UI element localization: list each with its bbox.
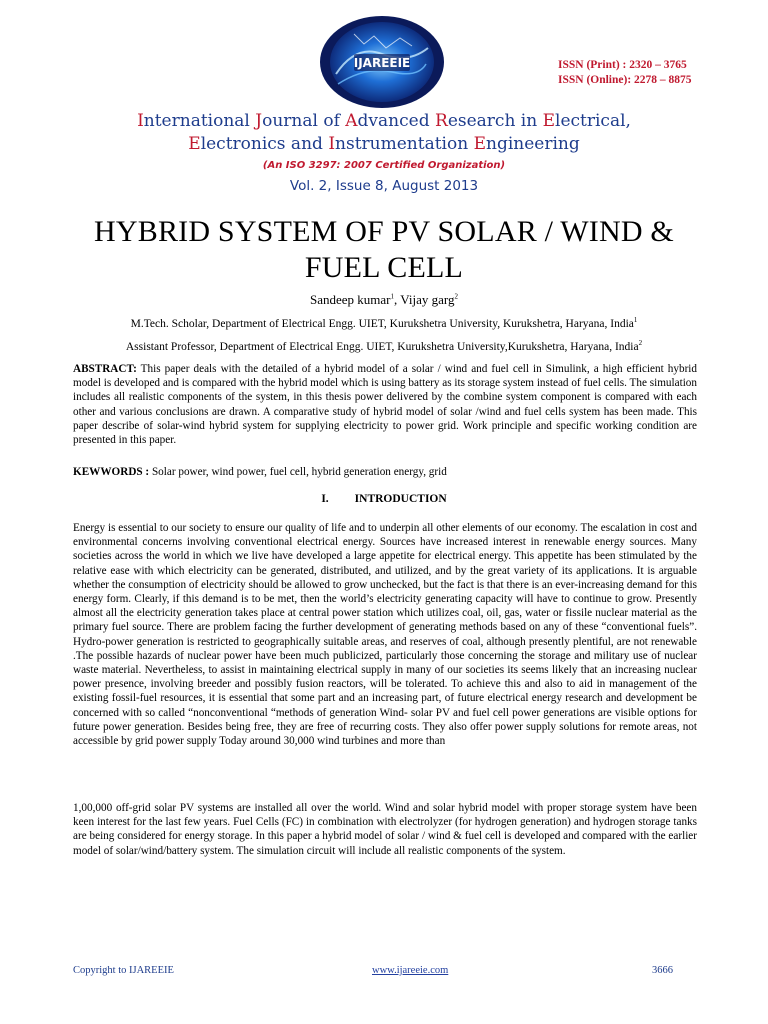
- author-2: Vijay garg: [400, 292, 455, 307]
- introduction-paragraph-1: Energy is essential to our society to ensure our quality of life and to underpin all other elements of our economy. The escalation in cost and environmental concerns involving conventional electrical energy. Sources have increased interest in renewable energy sources. Many societies across the world in which we live have developed a large appetite for electrical energy. This appetite has been stimulated by the relative ease with which electricity can be generated, distributed, and utilized, and by the great variety of its applications. It is arguable whether the consumption of electricity should be allowed to grow unchecked, but the fact is that there is an ever-increasing demand for this energy form. Clearly, if this demand is to be met, then the world’s electricity generating capacity will have to continue to grow. Presently almost all the electricity generation takes place at central power station which utilizes coal, oil, gas, water or fissile nuclear material as the primary fuel source. There are problem facing the further development of generating methods based on any of these “conventional fuels”. Hydro-power generation is restricted to geographically suitable areas, and reserves of coal, although presently plentiful, are not renewable .The possible hazards of nuclear power have been much publicized, particularly those concerning the storage and military use of nuclear waste material. Nevertheless, to assist in maintaining electrical supply in many of our societies its seems likely that an increasing nuclear power presence, involving breeder and possibly fusion reactors, will be tolerated. To achieve this and also to aid in management of the existing fossil-fuel resources, it is essential that some part and an increasing part, of future electrical energy research and development be concerned with so called “nonconventional “methods of generation Wind- solar PV and fuel cell power generations are visible options for future power generation. Besides being free, they are free of recurring costs. They also offer power supply solutions for remote areas, not accessible by grid power supply Today around 30,000 wind turbines and more than: [73, 522, 697, 748]
- affiliation-1-sup: 1: [633, 316, 638, 325]
- section-heading-introduction: [0, 493, 768, 505]
- footer-url-link[interactable]: www.ijareeie.com: [372, 965, 449, 976]
- title-word: dvanced: [357, 111, 435, 131]
- issn-block: [558, 58, 708, 88]
- title-initial: E: [188, 134, 201, 154]
- paper-title: [50, 214, 718, 286]
- journal-title-line-2: [40, 133, 728, 156]
- paper-title-line-2: FUEL CELL: [304, 251, 464, 284]
- title-word: nternational: [143, 111, 256, 131]
- title-word: nstrumentation: [335, 134, 474, 154]
- keywords-text: Solar power, wind power, fuel cell, hybrid generation energy, grid: [149, 466, 447, 478]
- title-initial: I: [328, 134, 336, 154]
- affiliation-2-sup: 2: [638, 339, 643, 348]
- affiliation-2-text: Assistant Professor, Department of Electrical Engg. UIET, Kurukshetra University,Kurukshetra, Haryana, India: [125, 341, 639, 353]
- abstract-label: ABSTRACT:: [73, 363, 137, 375]
- keywords: [73, 465, 697, 479]
- abstract: [73, 362, 697, 447]
- title-initial: R: [435, 111, 448, 131]
- title-word: ngineering: [486, 134, 580, 154]
- logo-text: IJAREEIE: [353, 56, 411, 70]
- title-initial: J: [255, 111, 263, 131]
- author-2-sup: 2: [454, 292, 458, 301]
- journal-title: [40, 110, 728, 156]
- title-initial: E: [542, 111, 556, 131]
- affiliation-1-text: M.Tech. Scholar, Department of Electrical Engg. UIET, Kurukshetra University, Kurukshetra, Haryana, India: [130, 318, 634, 330]
- title-word: lectronics and: [200, 134, 329, 154]
- section-number: I.: [321, 493, 329, 505]
- affiliation-2: [0, 341, 768, 353]
- section-title: INTRODUCTION: [354, 493, 447, 505]
- paper-title-line-1: HYBRID SYSTEM OF PV SOLAR / WIND &: [94, 215, 674, 248]
- keywords-label: KEWWORDS :: [73, 466, 150, 478]
- title-word: ournal of: [262, 111, 346, 131]
- title-word: esearch in: [447, 111, 543, 131]
- authors: [0, 292, 768, 308]
- author-separator: ,: [394, 292, 401, 307]
- title-initial: A: [345, 111, 358, 131]
- title-initial: I: [137, 111, 144, 131]
- affiliation-1: [0, 318, 768, 330]
- iso-certification: (An ISO 3297: 2007 Certified Organization): [262, 160, 506, 171]
- title-initial: E: [473, 134, 486, 154]
- abstract-text: This paper deals with the detailed of a hybrid model of a solar / wind and fuel cell in Simulink, a high efficient hybrid model is developed and is compared with the hybrid model which is using battery as its storage system instead of fuel cells. The simulation includes all realistic components of the system, in this thesis power delivered by the combine system component is compared with each other and various conclusions are drawn. A comparative study of hybrid model of solar /wind and fuel cells system has been made. This paper describe of solar-wind hybrid system for supplying electricity to power grid. Work principle and specific working condition are presented in this paper.: [73, 363, 697, 447]
- title-word: lectrical,: [555, 111, 631, 131]
- introduction-paragraph-2: 1,00,000 off-grid solar PV systems are installed all over the world. Wind and solar hybrid model with proper storage system have been keen interest for the last few years. Fuel Cells (FC) in combination with electrolyzer (for hydrogen generation) and hydrogen storage tanks are being considered for energy storage. In this paper a hybrid model of solar / wind & fuel cell is developed and compared with the earlier model of solar/wind/battery system. The simulation circuit will include all realistic components of the system.: [73, 802, 697, 857]
- page-number: 3666: [652, 965, 673, 976]
- issn-online: ISSN (Online): 2278 – 8875: [558, 74, 692, 86]
- volume-issue: Vol. 2, Issue 8, August 2013: [289, 178, 479, 194]
- journal-title-line-1: [40, 110, 728, 133]
- journal-logo: [316, 14, 448, 110]
- author-1: Sandeep kumar: [310, 292, 391, 307]
- issn-print: ISSN (Print) : 2320 – 3765: [558, 59, 687, 71]
- author-1-sup: 1: [390, 292, 395, 301]
- footer-copyright: Copyright to IJAREEIE: [73, 965, 174, 976]
